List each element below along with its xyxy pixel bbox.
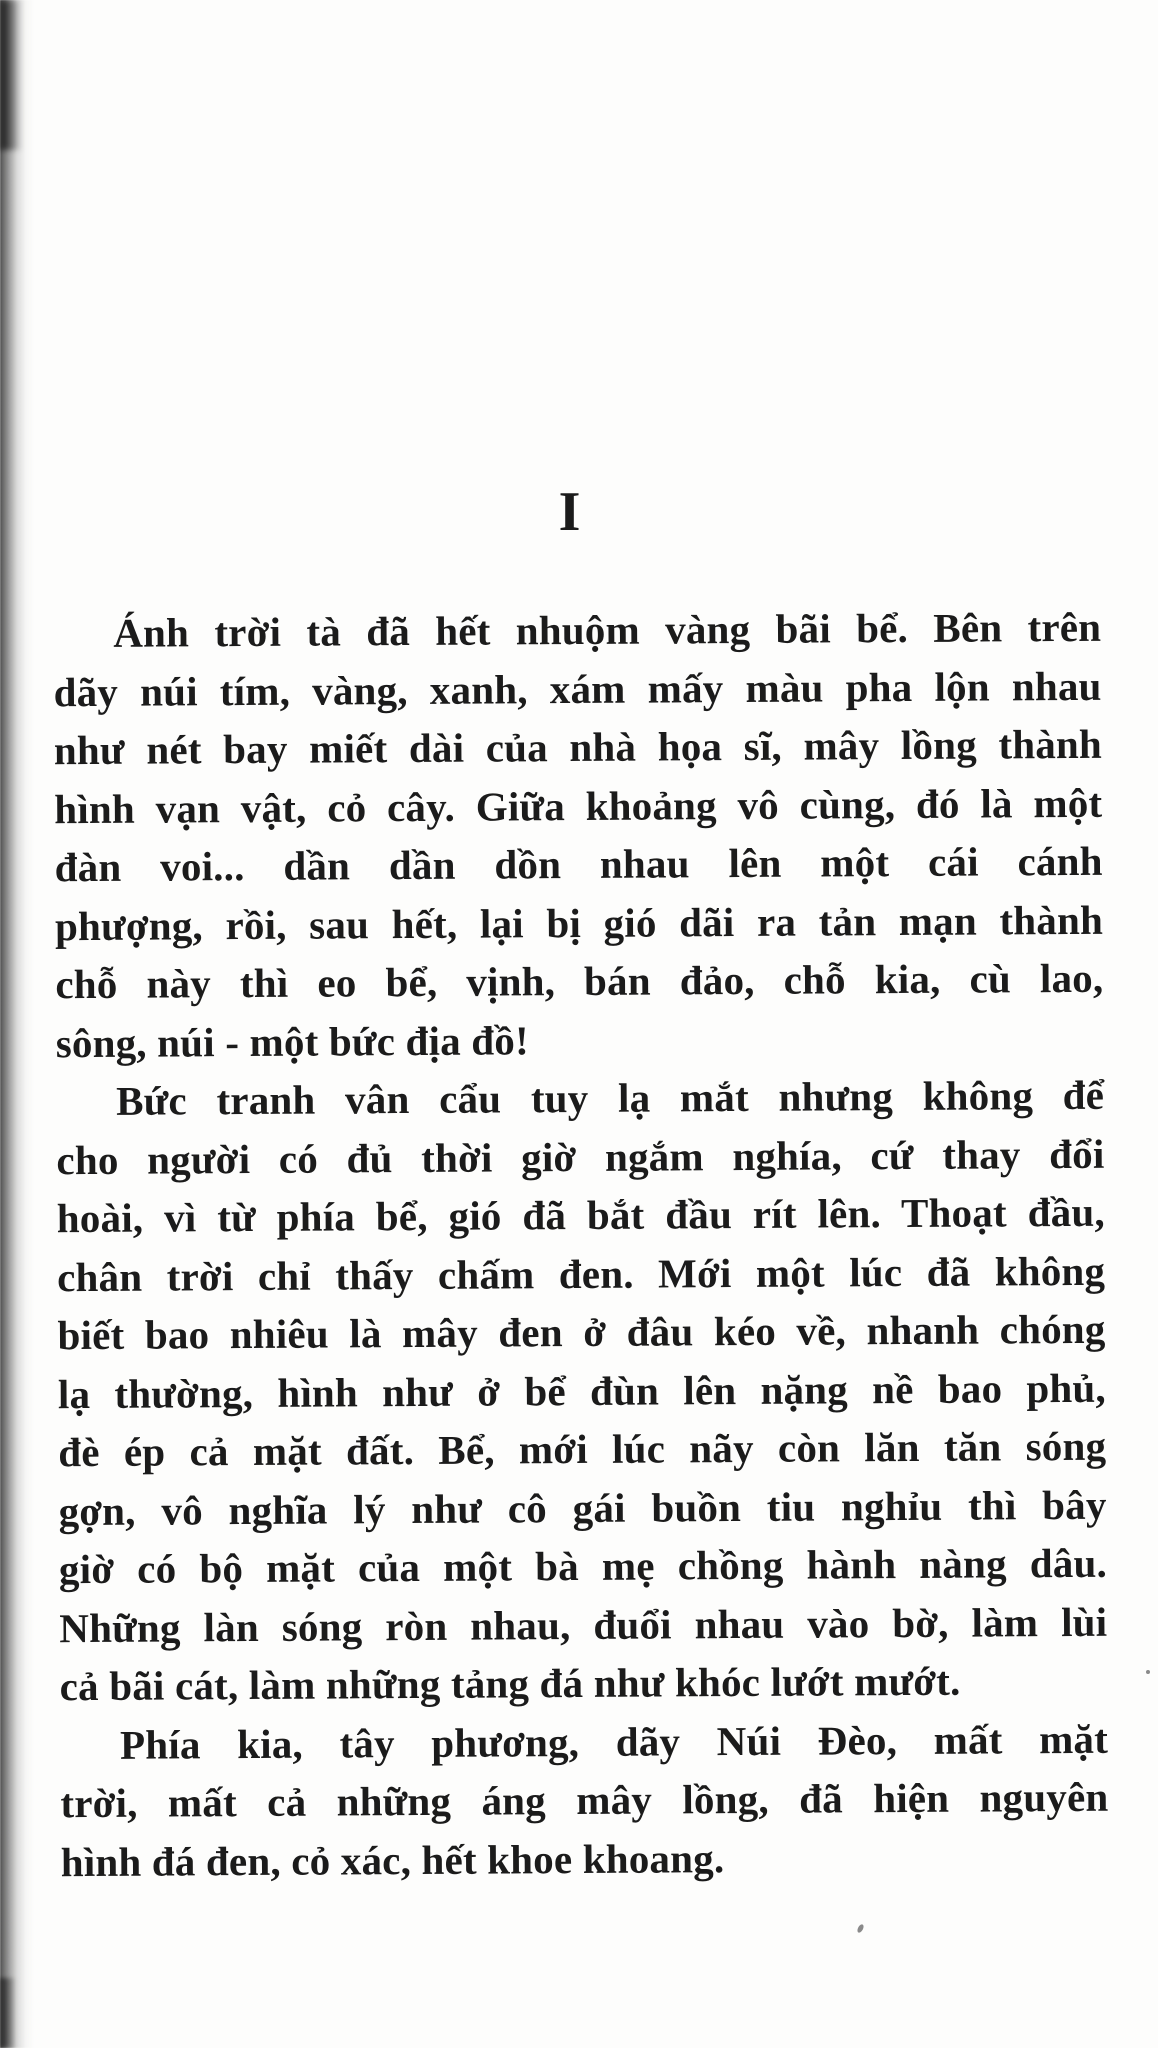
text-line: Những làn sóng ròn nhau, đuổi nhau vào bờ, làm lùi [59, 1598, 1108, 1651]
text-line: chỗ này thì eo bể, vịnh, bán đảo, chỗ kia, cù lao, [55, 954, 1104, 1008]
text-line: cả bãi cát, làm những tảng đá như khóc lướt mướt. [59, 1657, 961, 1710]
text-line: sông, núi - một bức địa đồ! [55, 1016, 530, 1066]
text-block [53, 598, 1109, 1891]
text-line: phượng, rồi, sau hết, lại bị gió dãi ra tản mạn thành [54, 896, 1104, 949]
scan-speck [856, 1923, 865, 1933]
text-line: dãy núi tím, vàng, xanh, xám mấy màu pha lộn nhau [53, 662, 1102, 715]
text-line: biết bao nhiêu là mây đen ở đâu kéo về, nhanh chóng [57, 1305, 1106, 1359]
chapter-number: I [558, 481, 582, 543]
text-line: gợn, vô nghĩa lý như cô gái buồn tiu nghỉu thì bây [58, 1481, 1107, 1534]
text-line: Ánh trời tà đã hết nhuộm vàng bãi bể. Bên trên [113, 603, 1102, 656]
text-line: giờ có bộ mặt của một bà mẹ chồng hành nàng dâu. [58, 1539, 1108, 1593]
book-binding-shadow [0, 0, 34, 2048]
text-line: như nét bay miết dài của nhà họa sĩ, mây lồng thành [53, 720, 1103, 774]
text-line: lạ thường, hình như ở bể đùn lên nặng nề bao phủ, [57, 1364, 1107, 1417]
text-line: cho người có đủ thời giờ ngắm nghía, cứ thay đổi [56, 1130, 1105, 1183]
text-line: Phía kia, tây phương, dãy Núi Đèo, mất mặt [119, 1715, 1109, 1768]
scan-speck [1146, 1670, 1150, 1674]
text-line: Bức tranh vân cẩu tuy lạ mắt nhưng không để [115, 1071, 1105, 1124]
text-line: trời, mất cả những áng mây lồng, đã hiện nguyên [60, 1773, 1109, 1827]
text-line: hình vạn vật, cỏ cây. Giữa khoảng vô cùng, đó là một [54, 779, 1103, 832]
text-line: chân trời chỉ thấy chấm đen. Mới một lúc đã không [57, 1247, 1106, 1300]
text-line: đàn voi... dần dần dồn nhau lên một cái cánh [54, 837, 1103, 891]
text-line: đè ép cả mặt đất. Bể, mới lúc nãy còn lăn tăn sóng [58, 1422, 1107, 1476]
text-line: hoài, vì từ phía bể, gió đã bắt đầu rít lên. Thoạt đầu, [56, 1188, 1105, 1242]
text-line: hình đá đen, cỏ xác, hết khoe khoang. [60, 1834, 725, 1885]
